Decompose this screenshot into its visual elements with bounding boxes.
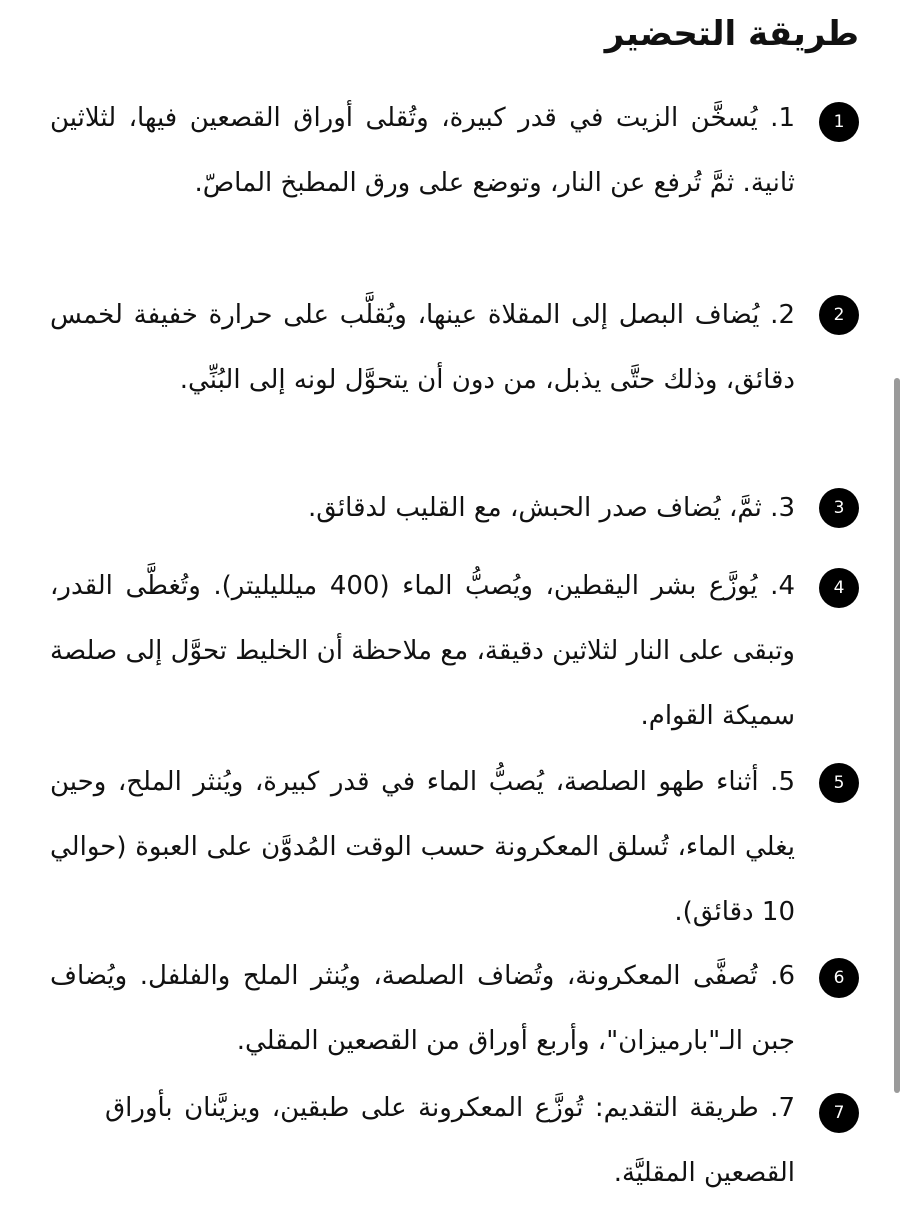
step-number-badge: 7 [819,1093,859,1133]
step-text: 6. تُصفَّى المعكرونة، وتُضاف الصلصة، ويُنثر الملح والفلفل. ويُضاف جبن الـ"بارميزان"، وأربع أوراق من القصعين المقلي. [50,961,795,1056]
scrollbar-thumb[interactable] [894,378,900,1093]
step-number-badge: 3 [819,488,859,528]
vertical-scrollbar[interactable] [891,0,905,1200]
step-number-badge: 5 [819,763,859,803]
step-text: 4. يُوزَّع بشر اليقطين، ويُصبُّ الماء (400 ميلليليتر). وتُغطَّى القدر، وتبقى على النار لثلاثين دقيقة، مع ملاحظة أن الخليط تحوَّل إلى صلصة سميكة القوام. [50,571,795,731]
step-number-badge: 4 [819,568,859,608]
step-text: 5. أثناء طهو الصلصة، يُصبُّ الماء في قدر كبيرة، ويُنثر الملح، وحين يغلي الماء، تُسلق المعكرونة حسب الوقت المُدوَّن على العبوة (حوالي 10 دقائق). [50,767,795,927]
step-text: 1. يُسخَّن الزيت في قدر كبيرة، وتُقلى أوراق القصعين فيها، لثلاثين ثانية. ثمَّ تُرفع عن النار، وتوضع على ورق المطبخ الماصّ. [50,103,795,198]
step-text: 7. طريقة التقديم: تُوزَّع المعكرونة على طبقين، ويزيَّنان بأوراق القصعين المقليَّة. [105,1093,795,1188]
step-number-badge: 6 [819,958,859,998]
page-title: طريقة التحضير [604,14,859,54]
step-number-badge: 2 [819,295,859,335]
step-text: 3. ثمَّ، يُضاف صدر الحبش، مع القليب لدقائق. [308,493,795,523]
step-text: 2. يُضاف البصل إلى المقلاة عينها، ويُقلَّب على حرارة خفيفة لخمس دقائق، وذلك حتَّى يذبل، من دون أن يتحوَّل لونه إلى البُنِّي. [50,300,795,395]
step-number-badge: 1 [819,102,859,142]
